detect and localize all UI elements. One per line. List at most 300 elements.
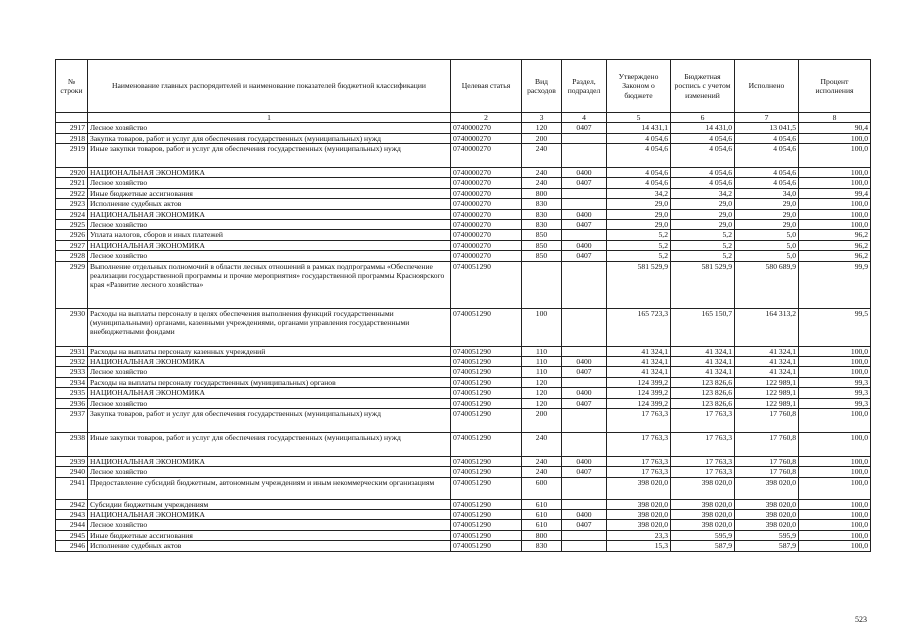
target-article-cell: 0740000270 bbox=[451, 188, 522, 198]
indicator-name-cell: Иные бюджетные ассигнования bbox=[88, 530, 451, 540]
approved-amount-cell: 4 054,6 bbox=[607, 168, 671, 178]
percent-cell: 100,0 bbox=[799, 432, 871, 456]
percent-cell: 96,2 bbox=[799, 251, 871, 261]
row-number-cell: 2920 bbox=[56, 168, 88, 178]
percent-cell: 99,9 bbox=[799, 261, 871, 308]
percent-cell: 99,5 bbox=[799, 308, 871, 346]
approved-amount-cell: 398 020,0 bbox=[607, 510, 671, 520]
expense-type-cell: 240 bbox=[522, 144, 562, 168]
percent-cell: 90,4 bbox=[799, 123, 871, 133]
executed-amount-cell: 595,9 bbox=[735, 530, 799, 540]
table-row bbox=[56, 477, 871, 499]
column-number: 2 bbox=[451, 113, 522, 123]
table-row bbox=[56, 308, 871, 346]
executed-amount-cell: 5,0 bbox=[735, 240, 799, 250]
approved-amount-cell: 23,3 bbox=[607, 530, 671, 540]
indicator-name-cell: Выполнение отдельных полномочий в области лесных отношений в рамках подпрограммы «Обеспечение реализации государственной программы и прочие мероприятия» государственной программы Красноярского края «Развитие лесного хозяйства» bbox=[88, 261, 451, 308]
expense-type-cell: 110 bbox=[522, 367, 562, 377]
percent-cell: 100,0 bbox=[799, 510, 871, 520]
budget-schedule-cell: 17 763,3 bbox=[671, 432, 735, 456]
row-number-cell: 2931 bbox=[56, 346, 88, 356]
expense-type-cell: 120 bbox=[522, 123, 562, 133]
table-row bbox=[56, 388, 871, 398]
budget-schedule-cell: 17 763,3 bbox=[671, 456, 735, 466]
row-number-cell: 2938 bbox=[56, 432, 88, 456]
section-cell: 0407 bbox=[562, 520, 607, 530]
indicator-name-cell: Иные закупки товаров, работ и услуг для обеспечения государственных (муниципальных) нужд bbox=[88, 432, 451, 456]
table-row bbox=[56, 377, 871, 387]
column-number: 4 bbox=[562, 113, 607, 123]
table-row bbox=[56, 367, 871, 377]
target-article-cell: 0740051290 bbox=[451, 499, 522, 509]
expense-type-cell: 610 bbox=[522, 499, 562, 509]
target-article-cell: 0740051290 bbox=[451, 398, 522, 408]
row-number-cell: 2933 bbox=[56, 367, 88, 377]
target-article-cell: 0740051290 bbox=[451, 408, 522, 432]
approved-amount-cell: 17 763,3 bbox=[607, 467, 671, 477]
percent-cell: 100,0 bbox=[799, 530, 871, 540]
executed-amount-cell: 41 324,1 bbox=[735, 367, 799, 377]
target-article-cell: 0740051290 bbox=[451, 308, 522, 346]
executed-amount-cell: 17 760,8 bbox=[735, 408, 799, 432]
approved-amount-cell: 124 399,2 bbox=[607, 377, 671, 387]
executed-amount-cell: 13 041,5 bbox=[735, 123, 799, 133]
row-number-cell: 2939 bbox=[56, 456, 88, 466]
row-number-cell: 2922 bbox=[56, 188, 88, 198]
row-number-cell: 2919 bbox=[56, 144, 88, 168]
indicator-name-cell: Иные закупки товаров, работ и услуг для обеспечения государственных (муниципальных) нужд bbox=[88, 144, 451, 168]
executed-amount-cell: 5,0 bbox=[735, 230, 799, 240]
percent-cell: 100,0 bbox=[799, 133, 871, 143]
executed-amount-cell: 4 054,6 bbox=[735, 133, 799, 143]
percent-cell: 99,3 bbox=[799, 377, 871, 387]
table-row bbox=[56, 408, 871, 432]
section-cell: 0400 bbox=[562, 240, 607, 250]
section-cell bbox=[562, 133, 607, 143]
percent-cell: 100,0 bbox=[799, 456, 871, 466]
header-percent: Процент исполнения bbox=[799, 60, 871, 113]
table-header-row bbox=[56, 60, 871, 113]
expense-type-cell: 830 bbox=[522, 541, 562, 551]
table-row bbox=[56, 188, 871, 198]
executed-amount-cell: 29,0 bbox=[735, 199, 799, 209]
target-article-cell: 0740000270 bbox=[451, 133, 522, 143]
budget-schedule-cell: 29,0 bbox=[671, 219, 735, 229]
indicator-name-cell: Лесное хозяйство bbox=[88, 520, 451, 530]
budget-schedule-cell: 5,2 bbox=[671, 230, 735, 240]
approved-amount-cell: 41 324,1 bbox=[607, 356, 671, 366]
expense-type-cell: 200 bbox=[522, 408, 562, 432]
table-row bbox=[56, 230, 871, 240]
expense-type-cell: 610 bbox=[522, 520, 562, 530]
column-number-row bbox=[56, 113, 871, 123]
approved-amount-cell: 5,2 bbox=[607, 240, 671, 250]
table-row bbox=[56, 398, 871, 408]
approved-amount-cell: 581 529,9 bbox=[607, 261, 671, 308]
budget-schedule-cell: 4 054,6 bbox=[671, 144, 735, 168]
header-executed: Исполнено bbox=[735, 60, 799, 113]
approved-amount-cell: 17 763,3 bbox=[607, 408, 671, 432]
section-cell: 0407 bbox=[562, 398, 607, 408]
approved-amount-cell: 14 431,1 bbox=[607, 123, 671, 133]
percent-cell: 96,2 bbox=[799, 240, 871, 250]
expense-type-cell: 600 bbox=[522, 477, 562, 499]
executed-amount-cell: 29,0 bbox=[735, 209, 799, 219]
target-article-cell: 0740000270 bbox=[451, 219, 522, 229]
target-article-cell: 0740000270 bbox=[451, 168, 522, 178]
section-cell: 0400 bbox=[562, 209, 607, 219]
row-number-cell: 2942 bbox=[56, 499, 88, 509]
row-number-cell: 2918 bbox=[56, 133, 88, 143]
expense-type-cell: 100 bbox=[522, 308, 562, 346]
indicator-name-cell: НАЦИОНАЛЬНАЯ ЭКОНОМИКА bbox=[88, 240, 451, 250]
section-cell bbox=[562, 230, 607, 240]
expense-type-cell: 800 bbox=[522, 530, 562, 540]
target-article-cell: 0740051290 bbox=[451, 367, 522, 377]
indicator-name-cell: Закупка товаров, работ и услуг для обеспечения государственных (муниципальных) нужд bbox=[88, 133, 451, 143]
indicator-name-cell: Лесное хозяйство bbox=[88, 398, 451, 408]
executed-amount-cell: 398 020,0 bbox=[735, 499, 799, 509]
expense-type-cell: 110 bbox=[522, 346, 562, 356]
row-number-cell: 2945 bbox=[56, 530, 88, 540]
section-cell: 0407 bbox=[562, 219, 607, 229]
target-article-cell: 0740051290 bbox=[451, 377, 522, 387]
table-row bbox=[56, 499, 871, 509]
percent-cell: 100,0 bbox=[799, 356, 871, 366]
budget-schedule-cell: 29,0 bbox=[671, 209, 735, 219]
row-number-cell: 2930 bbox=[56, 308, 88, 346]
approved-amount-cell: 4 054,6 bbox=[607, 144, 671, 168]
indicator-name-cell: Уплата налогов, сборов и иных платежей bbox=[88, 230, 451, 240]
budget-schedule-cell: 4 054,6 bbox=[671, 168, 735, 178]
indicator-name-cell: НАЦИОНАЛЬНАЯ ЭКОНОМИКА bbox=[88, 356, 451, 366]
row-number-cell: 2927 bbox=[56, 240, 88, 250]
row-number-cell: 2926 bbox=[56, 230, 88, 240]
target-article-cell: 0740051290 bbox=[451, 477, 522, 499]
header-section: Раздел, подраздел bbox=[562, 60, 607, 113]
section-cell bbox=[562, 261, 607, 308]
row-number-cell: 2929 bbox=[56, 261, 88, 308]
target-article-cell: 0740051290 bbox=[451, 541, 522, 551]
column-number: 6 bbox=[671, 113, 735, 123]
target-article-cell: 0740051290 bbox=[451, 388, 522, 398]
table-row bbox=[56, 178, 871, 188]
indicator-name-cell: НАЦИОНАЛЬНАЯ ЭКОНОМИКА bbox=[88, 168, 451, 178]
approved-amount-cell: 5,2 bbox=[607, 251, 671, 261]
row-number-cell: 2936 bbox=[56, 398, 88, 408]
table-row bbox=[56, 209, 871, 219]
expense-type-cell: 610 bbox=[522, 510, 562, 520]
executed-amount-cell: 41 324,1 bbox=[735, 346, 799, 356]
budget-schedule-cell: 587,9 bbox=[671, 541, 735, 551]
executed-amount-cell: 34,0 bbox=[735, 188, 799, 198]
row-number-cell: 2941 bbox=[56, 477, 88, 499]
percent-cell: 100,0 bbox=[799, 477, 871, 499]
expense-type-cell: 120 bbox=[522, 398, 562, 408]
executed-amount-cell: 4 054,6 bbox=[735, 144, 799, 168]
expense-type-cell: 240 bbox=[522, 456, 562, 466]
executed-amount-cell: 29,0 bbox=[735, 219, 799, 229]
row-number-cell: 2943 bbox=[56, 510, 88, 520]
section-cell bbox=[562, 188, 607, 198]
budget-schedule-cell: 17 763,3 bbox=[671, 408, 735, 432]
expense-type-cell: 800 bbox=[522, 188, 562, 198]
percent-cell: 100,0 bbox=[799, 520, 871, 530]
indicator-name-cell: Лесное хозяйство bbox=[88, 251, 451, 261]
header-expense-type: Вид расходов bbox=[522, 60, 562, 113]
target-article-cell: 0740000270 bbox=[451, 251, 522, 261]
percent-cell: 100,0 bbox=[799, 168, 871, 178]
budget-schedule-cell: 5,2 bbox=[671, 251, 735, 261]
executed-amount-cell: 580 689,9 bbox=[735, 261, 799, 308]
executed-amount-cell: 4 054,6 bbox=[735, 178, 799, 188]
indicator-name-cell: Лесное хозяйство bbox=[88, 367, 451, 377]
executed-amount-cell: 17 760,8 bbox=[735, 432, 799, 456]
section-cell: 0400 bbox=[562, 510, 607, 520]
budget-schedule-cell: 17 763,3 bbox=[671, 467, 735, 477]
table-row bbox=[56, 251, 871, 261]
table-row bbox=[56, 346, 871, 356]
page-number: 523 bbox=[855, 615, 867, 624]
indicator-name-cell: Расходы на выплаты персоналу в целях обеспечения выполнения функций государственными (муниципальными) органами, казенными учреждениями, органами управления государственными внебюджетными фондами bbox=[88, 308, 451, 346]
target-article-cell: 0740051290 bbox=[451, 356, 522, 366]
section-cell bbox=[562, 199, 607, 209]
budget-schedule-cell: 5,2 bbox=[671, 240, 735, 250]
executed-amount-cell: 122 989,1 bbox=[735, 398, 799, 408]
percent-cell: 100,0 bbox=[799, 467, 871, 477]
target-article-cell: 0740051290 bbox=[451, 520, 522, 530]
row-number-cell: 2928 bbox=[56, 251, 88, 261]
approved-amount-cell: 29,0 bbox=[607, 209, 671, 219]
budget-schedule-cell: 29,0 bbox=[671, 199, 735, 209]
budget-schedule-cell: 34,2 bbox=[671, 188, 735, 198]
indicator-name-cell: Лесное хозяйство bbox=[88, 178, 451, 188]
budget-schedule-cell: 123 826,6 bbox=[671, 398, 735, 408]
table-row bbox=[56, 168, 871, 178]
indicator-name-cell: Лесное хозяйство bbox=[88, 467, 451, 477]
indicator-name-cell: Расходы на выплаты персоналу государственных (муниципальных) органов bbox=[88, 377, 451, 387]
approved-amount-cell: 41 324,1 bbox=[607, 367, 671, 377]
header-row-number: № строки bbox=[56, 60, 88, 113]
expense-type-cell: 830 bbox=[522, 219, 562, 229]
budget-schedule-cell: 41 324,1 bbox=[671, 367, 735, 377]
indicator-name-cell: НАЦИОНАЛЬНАЯ ЭКОНОМИКА bbox=[88, 456, 451, 466]
budget-schedule-cell: 123 826,6 bbox=[671, 377, 735, 387]
percent-cell: 100,0 bbox=[799, 144, 871, 168]
column-number bbox=[56, 113, 88, 123]
table-row bbox=[56, 261, 871, 308]
budget-schedule-cell: 581 529,9 bbox=[671, 261, 735, 308]
executed-amount-cell: 398 020,0 bbox=[735, 477, 799, 499]
indicator-name-cell: Лесное хозяйство bbox=[88, 123, 451, 133]
section-cell: 0400 bbox=[562, 168, 607, 178]
header-approved: Утверждено Законом о бюджете bbox=[607, 60, 671, 113]
expense-type-cell: 110 bbox=[522, 356, 562, 366]
target-article-cell: 0740000270 bbox=[451, 230, 522, 240]
executed-amount-cell: 164 313,2 bbox=[735, 308, 799, 346]
section-cell: 0407 bbox=[562, 178, 607, 188]
approved-amount-cell: 17 763,3 bbox=[607, 456, 671, 466]
table-row bbox=[56, 520, 871, 530]
table-row bbox=[56, 356, 871, 366]
expense-type-cell bbox=[522, 261, 562, 308]
expense-type-cell: 120 bbox=[522, 388, 562, 398]
approved-amount-cell: 41 324,1 bbox=[607, 346, 671, 356]
section-cell bbox=[562, 377, 607, 387]
indicator-name-cell: НАЦИОНАЛЬНАЯ ЭКОНОМИКА bbox=[88, 510, 451, 520]
target-article-cell: 0740000270 bbox=[451, 123, 522, 133]
approved-amount-cell: 5,2 bbox=[607, 230, 671, 240]
percent-cell: 100,0 bbox=[799, 209, 871, 219]
target-article-cell: 0740051290 bbox=[451, 530, 522, 540]
approved-amount-cell: 17 763,3 bbox=[607, 432, 671, 456]
executed-amount-cell: 587,9 bbox=[735, 541, 799, 551]
approved-amount-cell: 165 723,3 bbox=[607, 308, 671, 346]
target-article-cell: 0740000270 bbox=[451, 199, 522, 209]
table-row bbox=[56, 123, 871, 133]
budget-schedule-cell: 398 020,0 bbox=[671, 510, 735, 520]
budget-schedule-cell: 14 431,0 bbox=[671, 123, 735, 133]
target-article-cell: 0740000270 bbox=[451, 209, 522, 219]
approved-amount-cell: 29,0 bbox=[607, 199, 671, 209]
approved-amount-cell: 34,2 bbox=[607, 188, 671, 198]
percent-cell: 100,0 bbox=[799, 499, 871, 509]
target-article-cell: 0740051290 bbox=[451, 346, 522, 356]
target-article-cell: 0740051290 bbox=[451, 510, 522, 520]
column-number: 3 bbox=[522, 113, 562, 123]
executed-amount-cell: 5,0 bbox=[735, 251, 799, 261]
row-number-cell: 2917 bbox=[56, 123, 88, 133]
table-row bbox=[56, 219, 871, 229]
approved-amount-cell: 398 020,0 bbox=[607, 520, 671, 530]
section-cell bbox=[562, 477, 607, 499]
table-row bbox=[56, 432, 871, 456]
percent-cell: 99,3 bbox=[799, 388, 871, 398]
expense-type-cell: 240 bbox=[522, 178, 562, 188]
row-number-cell: 2934 bbox=[56, 377, 88, 387]
percent-cell: 96,2 bbox=[799, 230, 871, 240]
section-cell bbox=[562, 346, 607, 356]
header-target-article: Целевая статья bbox=[451, 60, 522, 113]
approved-amount-cell: 4 054,6 bbox=[607, 178, 671, 188]
approved-amount-cell: 398 020,0 bbox=[607, 499, 671, 509]
expense-type-cell: 240 bbox=[522, 168, 562, 178]
section-cell: 0407 bbox=[562, 367, 607, 377]
executed-amount-cell: 122 989,1 bbox=[735, 388, 799, 398]
executed-amount-cell: 41 324,1 bbox=[735, 356, 799, 366]
row-number-cell: 2935 bbox=[56, 388, 88, 398]
budget-execution-table bbox=[55, 59, 871, 552]
budget-schedule-cell: 4 054,6 bbox=[671, 178, 735, 188]
table-row bbox=[56, 240, 871, 250]
header-name: Наименование главных распорядителей и наименование показателей бюджетной классификации bbox=[88, 60, 451, 113]
column-number: 8 bbox=[799, 113, 871, 123]
percent-cell: 100,0 bbox=[799, 199, 871, 209]
percent-cell: 100,0 bbox=[799, 219, 871, 229]
budget-schedule-cell: 41 324,1 bbox=[671, 356, 735, 366]
section-cell: 0400 bbox=[562, 388, 607, 398]
executed-amount-cell: 17 760,8 bbox=[735, 456, 799, 466]
expense-type-cell: 830 bbox=[522, 199, 562, 209]
target-article-cell: 0740000270 bbox=[451, 144, 522, 168]
expense-type-cell: 240 bbox=[522, 467, 562, 477]
target-article-cell: 0740000270 bbox=[451, 178, 522, 188]
section-cell bbox=[562, 541, 607, 551]
budget-schedule-cell: 398 020,0 bbox=[671, 477, 735, 499]
indicator-name-cell: Лесное хозяйство bbox=[88, 219, 451, 229]
section-cell bbox=[562, 144, 607, 168]
target-article-cell: 0740000270 bbox=[451, 240, 522, 250]
section-cell bbox=[562, 530, 607, 540]
column-number: 7 bbox=[735, 113, 799, 123]
row-number-cell: 2937 bbox=[56, 408, 88, 432]
approved-amount-cell: 124 399,2 bbox=[607, 388, 671, 398]
budget-schedule-cell: 123 826,6 bbox=[671, 388, 735, 398]
target-article-cell: 0740051290 bbox=[451, 467, 522, 477]
approved-amount-cell: 398 020,0 bbox=[607, 477, 671, 499]
expense-type-cell: 850 bbox=[522, 251, 562, 261]
indicator-name-cell: Субсидии бюджетным учреждениям bbox=[88, 499, 451, 509]
column-number: 1 bbox=[88, 113, 451, 123]
section-cell bbox=[562, 308, 607, 346]
target-article-cell: 0740051290 bbox=[451, 432, 522, 456]
section-cell: 0407 bbox=[562, 251, 607, 261]
expense-type-cell: 850 bbox=[522, 230, 562, 240]
budget-schedule-cell: 165 150,7 bbox=[671, 308, 735, 346]
row-number-cell: 2921 bbox=[56, 178, 88, 188]
indicator-name-cell: НАЦИОНАЛЬНАЯ ЭКОНОМИКА bbox=[88, 209, 451, 219]
approved-amount-cell: 4 054,6 bbox=[607, 133, 671, 143]
expense-type-cell: 850 bbox=[522, 240, 562, 250]
budget-schedule-cell: 595,9 bbox=[671, 530, 735, 540]
row-number-cell: 2923 bbox=[56, 199, 88, 209]
executed-amount-cell: 4 054,6 bbox=[735, 168, 799, 178]
table-row bbox=[56, 467, 871, 477]
table-row bbox=[56, 530, 871, 540]
table-row bbox=[56, 510, 871, 520]
row-number-cell: 2932 bbox=[56, 356, 88, 366]
expense-type-cell: 240 bbox=[522, 432, 562, 456]
table-row bbox=[56, 456, 871, 466]
target-article-cell: 0740051290 bbox=[451, 261, 522, 308]
row-number-cell: 2946 bbox=[56, 541, 88, 551]
executed-amount-cell: 398 020,0 bbox=[735, 520, 799, 530]
table-row bbox=[56, 144, 871, 168]
indicator-name-cell: Исполнение судебных актов bbox=[88, 541, 451, 551]
approved-amount-cell: 29,0 bbox=[607, 219, 671, 229]
budget-schedule-cell: 398 020,0 bbox=[671, 520, 735, 530]
budget-schedule-cell: 4 054,6 bbox=[671, 133, 735, 143]
section-cell: 0407 bbox=[562, 123, 607, 133]
percent-cell: 99,4 bbox=[799, 188, 871, 198]
percent-cell: 99,3 bbox=[799, 398, 871, 408]
table-row bbox=[56, 133, 871, 143]
budget-schedule-cell: 398 020,0 bbox=[671, 499, 735, 509]
percent-cell: 100,0 bbox=[799, 541, 871, 551]
expense-type-cell: 200 bbox=[522, 133, 562, 143]
row-number-cell: 2925 bbox=[56, 219, 88, 229]
approved-amount-cell: 124 399,2 bbox=[607, 398, 671, 408]
section-cell bbox=[562, 499, 607, 509]
executed-amount-cell: 17 760,8 bbox=[735, 467, 799, 477]
section-cell bbox=[562, 408, 607, 432]
expense-type-cell: 120 bbox=[522, 377, 562, 387]
executed-amount-cell: 398 020,0 bbox=[735, 510, 799, 520]
indicator-name-cell: НАЦИОНАЛЬНАЯ ЭКОНОМИКА bbox=[88, 388, 451, 398]
indicator-name-cell: Исполнение судебных актов bbox=[88, 199, 451, 209]
section-cell: 0400 bbox=[562, 356, 607, 366]
indicator-name-cell: Иные бюджетные ассигнования bbox=[88, 188, 451, 198]
